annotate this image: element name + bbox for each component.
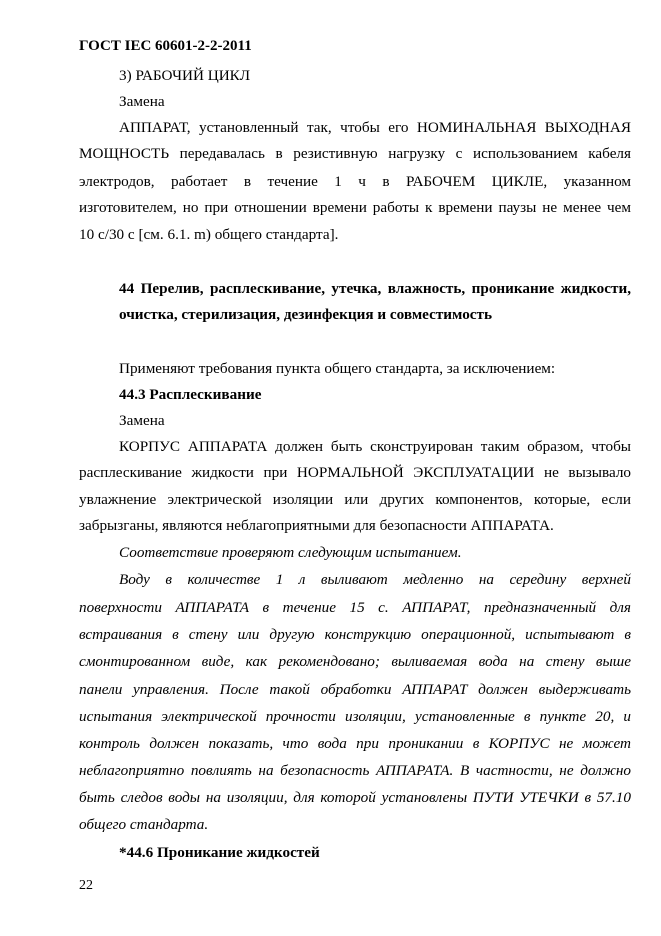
section-heading: очистка, стерилизация, дезинфекция и совместимость <box>119 306 493 323</box>
section-heading: 44 Перелив, расплескивание, утечка, влажность, проникание жидкости, <box>119 280 631 297</box>
test-line: неблагоприятно повлиять на безопасность АППАРАТА. В частности, не должно <box>79 762 631 779</box>
subsection-heading: *44.6 Проникание жидкостей <box>119 844 320 861</box>
paragraph-line: Применяют требования пункта общего стандарта, за исключением: <box>119 360 556 377</box>
test-line: испытания электрической прочности изоляции, установленные в пункте 20, и <box>79 708 631 725</box>
test-line: панели управления. После такой обработки АППАРАТ должен выдерживать <box>79 681 631 698</box>
replacement-label: Замена <box>119 412 165 429</box>
test-line: контроль должен показать, что вода при проникании в КОРПУС не может <box>79 735 631 752</box>
item-title: 3) РАБОЧИЙ ЦИКЛ <box>119 67 251 84</box>
subsection-heading: 44.3 Расплескивание <box>119 386 262 403</box>
test-line: общего стандарта. <box>79 816 209 833</box>
test-line: встраивания в стену или другую конструкцию операционной, испытывают в <box>79 626 631 643</box>
paragraph-line: АППАРАТ, установленный так, чтобы его НОМИНАЛЬНАЯ ВЫХОДНАЯ <box>119 119 631 136</box>
test-line: смонтированном виде, как рекомендовано; выливаемая вода на стену выше <box>79 653 631 670</box>
paragraph-line: 10 с/30 с [см. 6.1. m) общего стандарта]. <box>79 226 339 243</box>
paragraph-line: забрызганы, являются неблагоприятными для безопасности АППАРАТА. <box>79 517 554 534</box>
test-line: быть следов воды на изоляции, для которой установлены ПУТИ УТЕЧКИ в 57.10 <box>79 789 631 806</box>
document-header: ГОСТ IEC 60601-2-2-2011 <box>79 38 252 54</box>
test-line: поверхности АППАРАТА в течение 15 с. АППАРАТ, предназначенный для <box>79 599 631 616</box>
compliance-line: Соответствие проверяют следующим испытанием. <box>119 544 462 561</box>
replacement-label: Замена <box>119 93 165 110</box>
paragraph-line: КОРПУС АППАРАТА должен быть сконструирован таким образом, чтобы <box>119 438 631 455</box>
test-line: Воду в количестве 1 л выливают медленно на середину верхней <box>119 571 631 588</box>
paragraph-line: увлажнение электрической изоляции или других компонентов, которые, если <box>79 491 631 508</box>
paragraph-line: изготовителем, но при отношении времени работы к времени паузы не менее чем <box>79 199 631 216</box>
page-number: 22 <box>79 878 93 893</box>
paragraph-line: электродов, работает в течение 1 ч в РАБОЧЕМ ЦИКЛЕ, указанном <box>79 173 631 190</box>
paragraph-line: МОЩНОСТЬ передавалась в резистивную нагрузку с использованием кабеля <box>79 145 631 162</box>
paragraph-line: расплескивание жидкости при НОРМАЛЬНОЙ ЭКСПЛУАТАЦИИ не вызывало <box>79 464 631 481</box>
